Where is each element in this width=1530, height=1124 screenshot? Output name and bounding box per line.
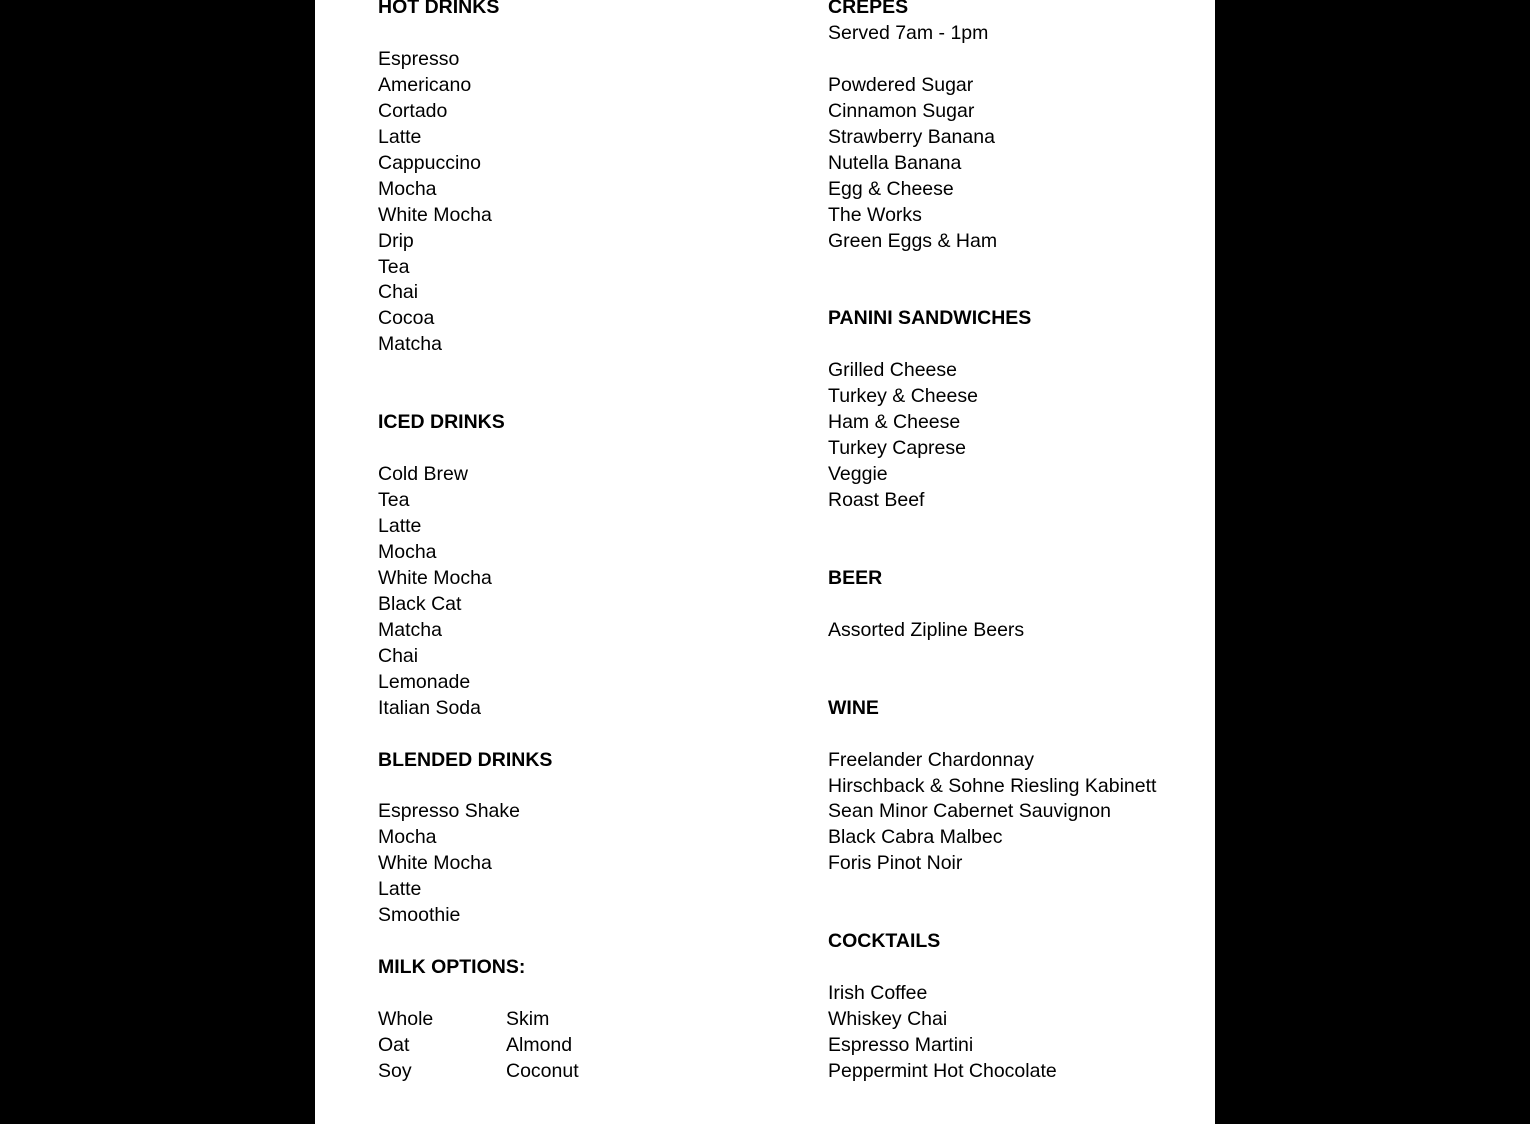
menu-item: Lemonade xyxy=(378,670,471,693)
menu-item: Mocha xyxy=(378,826,437,849)
section-heading-wine: WINE xyxy=(828,696,879,719)
menu-item: Chai xyxy=(378,644,419,667)
milk-option: Soy xyxy=(378,1059,412,1082)
menu-item: White Mocha xyxy=(378,566,492,589)
menu-item: The Works xyxy=(828,203,922,226)
menu-item: Matcha xyxy=(378,618,442,641)
section-heading-iced-drinks: ICED DRINKS xyxy=(378,411,505,434)
menu-item: Tea xyxy=(378,255,410,278)
menu-item: Matcha xyxy=(378,333,442,356)
menu-item: Whiskey Chai xyxy=(828,1008,948,1031)
menu-item: Espresso Shake xyxy=(378,800,520,823)
menu-item: Sean Minor Cabernet Sauvignon xyxy=(828,800,1111,823)
section-heading-beer: BEER xyxy=(828,566,883,589)
section-heading-blended-drinks: BLENDED DRINKS xyxy=(378,748,553,771)
menu-item: Cappuccino xyxy=(378,151,481,174)
menu-item: Cold Brew xyxy=(378,463,468,486)
section-heading-cocktails: COCKTAILS xyxy=(828,930,941,953)
menu-item: Egg & Cheese xyxy=(828,177,954,200)
menu-item: Foris Pinot Noir xyxy=(828,852,963,875)
milk-option: Whole xyxy=(378,1008,434,1031)
menu-item: Nutella Banana xyxy=(828,151,962,174)
menu-item: Freelander Chardonnay xyxy=(828,748,1034,771)
section-heading-milk-options: MILK OPTIONS: xyxy=(378,956,526,979)
menu-item: Black Cabra Malbec xyxy=(828,826,1003,849)
menu-item: Americano xyxy=(378,73,472,96)
milk-option: Skim xyxy=(506,1008,550,1031)
menu-item: Latte xyxy=(378,878,422,901)
menu-item: Turkey & Cheese xyxy=(828,385,978,408)
menu-item: Irish Coffee xyxy=(828,982,928,1005)
section-heading-crepes: CREPES xyxy=(828,0,909,18)
menu-item: Roast Beef xyxy=(828,489,925,512)
menu-item: Peppermint Hot Chocolate xyxy=(828,1059,1057,1082)
milk-option: Coconut xyxy=(506,1059,579,1082)
menu-item: Grilled Cheese xyxy=(828,359,957,382)
menu-item: Latte xyxy=(378,125,422,148)
menu-item: Powdered Sugar xyxy=(828,73,974,96)
menu-item: Smoothie xyxy=(378,904,461,927)
menu-item: Mocha xyxy=(378,540,437,563)
menu-item: Assorted Zipline Beers xyxy=(828,618,1025,641)
menu-item: Tea xyxy=(378,489,410,512)
menu-item: Ham & Cheese xyxy=(828,411,961,434)
milk-option: Oat xyxy=(378,1034,410,1056)
menu-item: Espresso xyxy=(378,47,460,70)
menu-item: Drip xyxy=(378,229,414,252)
menu-item: White Mocha xyxy=(378,203,492,226)
section-subtitle: Served 7am - 1pm xyxy=(828,21,989,44)
menu-item: White Mocha xyxy=(378,852,492,875)
menu-item: Cortado xyxy=(378,99,448,122)
menu-item: Hirschback & Sohne Riesling Kabinett xyxy=(828,774,1157,797)
menu-item: Chai xyxy=(378,281,419,304)
menu-item: Cocoa xyxy=(378,307,435,330)
menu-item: Veggie xyxy=(828,463,888,486)
menu-item: Espresso Martini xyxy=(828,1034,974,1056)
section-heading-hot-drinks: HOT DRINKS xyxy=(378,0,500,18)
menu-item: Italian Soda xyxy=(378,696,481,719)
section-heading-panini-sandwiches: PANINI SANDWICHES xyxy=(828,307,1032,330)
milk-option: Almond xyxy=(506,1034,573,1056)
menu-page xyxy=(315,0,1215,1124)
menu-item: Mocha xyxy=(378,177,437,200)
menu-item: Cinnamon Sugar xyxy=(828,99,975,122)
menu-item: Black Cat xyxy=(378,592,462,615)
menu-item: Turkey Caprese xyxy=(828,437,966,460)
menu-item: Latte xyxy=(378,515,422,537)
menu-item: Strawberry Banana xyxy=(828,125,995,148)
menu-item: Green Eggs & Ham xyxy=(828,229,998,252)
